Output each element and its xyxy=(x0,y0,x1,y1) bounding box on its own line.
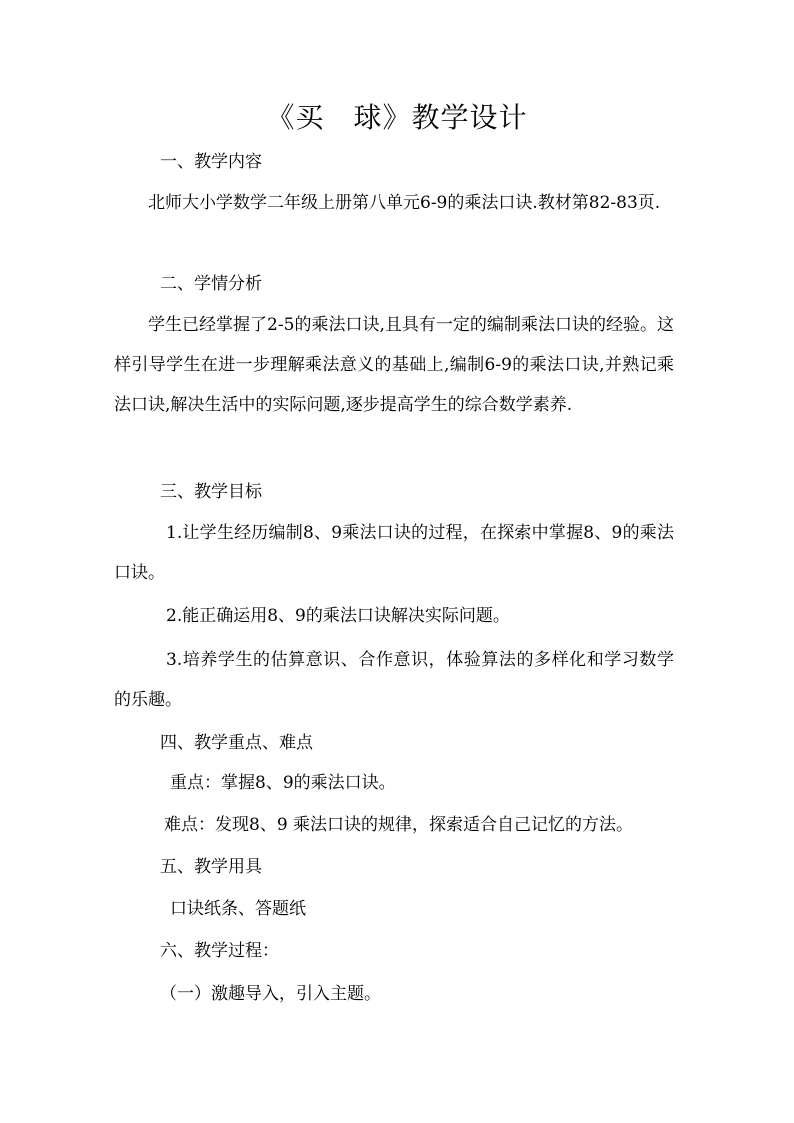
heading-teaching-tools: 五、教学用具 xyxy=(160,857,262,877)
document-title: 《买 球》教学设计 xyxy=(266,101,528,134)
heading-teaching-content: 一、教学内容 xyxy=(160,152,262,172)
paragraph-teaching-content-text: 北师大小学数学二年级上册第八单元6-9的乘法口诀.教材第82-83页. xyxy=(148,193,661,213)
paragraph-student-analysis-text: 学生已经掌握了2-5的乘法口诀,且具有一定的编制乘法口诀的经验。这样引导学生在进一步理解乘法意义的基础上,编制6-9的乘法口诀,并熟记乘法口诀,解决生活中的实际问题,逐步提高学生的综合数学素养. xyxy=(114,315,674,415)
goal-item-1-text: 1.让学生经历编制8、9乘法口诀的过程，在探索中掌握8、9的乘法口诀。 xyxy=(114,523,674,583)
goal-item-2-text: 2.能正确运用8、9的乘法口诀解决实际问题。 xyxy=(166,606,510,626)
heading-student-analysis: 二、学情分析 xyxy=(160,274,262,294)
difficulty-point-text: 难点：发现8、9 乘法口诀的规律，探索适合自己记忆的方法。 xyxy=(164,815,634,835)
goal-item-3-text: 3.培养学生的估算意识、合作意识，体验算法的多样化和学习数学的乐趣。 xyxy=(114,650,674,710)
goal-item-2 xyxy=(114,596,674,636)
goal-item-3 xyxy=(114,640,674,720)
heading-key-points: 四、教学重点、难点 xyxy=(160,733,313,753)
goal-item-1 xyxy=(114,513,674,593)
key-point-text: 重点：掌握8、9的乘法口诀。 xyxy=(170,773,396,793)
process-step-1: （一）激趣导入，引入主题。 xyxy=(160,984,381,1004)
paragraph-student-analysis xyxy=(114,305,674,425)
heading-teaching-goals: 三、教学目标 xyxy=(160,482,262,502)
teaching-tools-text: 口诀纸条、答题纸 xyxy=(170,899,306,919)
paragraph-teaching-content xyxy=(114,183,674,223)
heading-teaching-process: 六、教学过程： xyxy=(160,941,279,961)
